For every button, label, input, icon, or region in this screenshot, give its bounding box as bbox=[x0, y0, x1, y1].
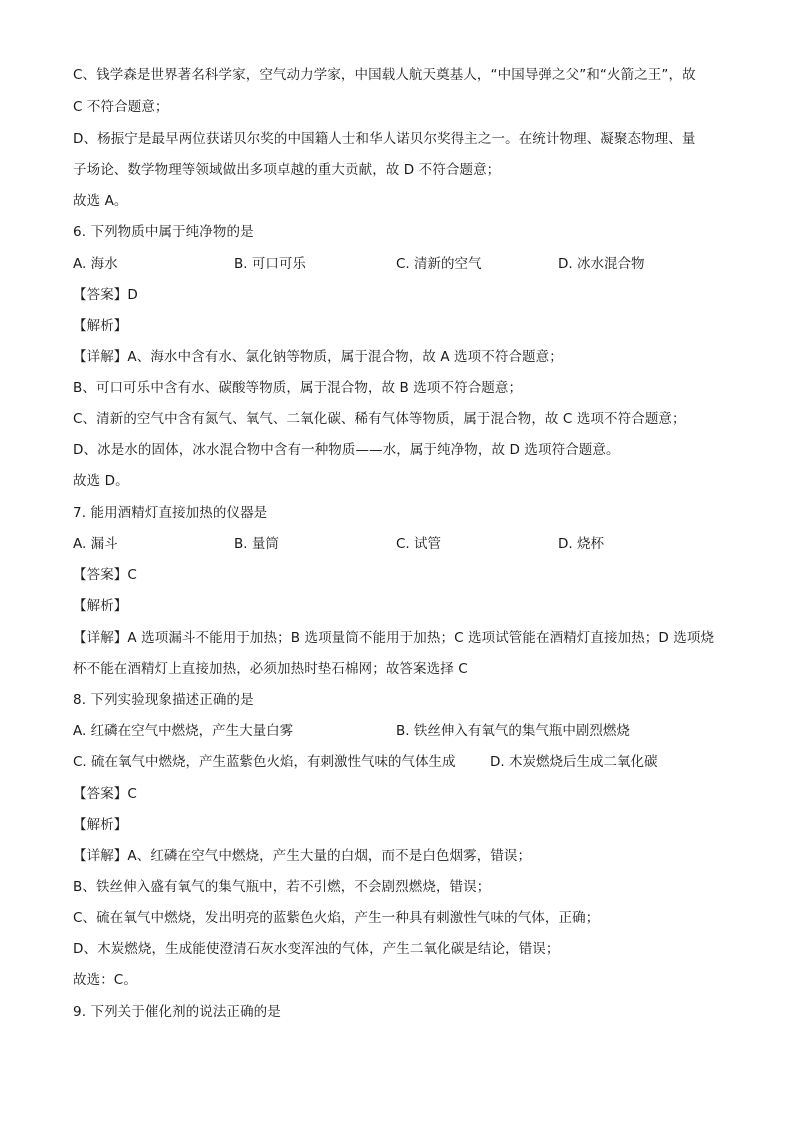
q7-detail-line1: 【详解】A 选项漏斗不能用于加热；B 选项量筒不能用于加热；C 选项试管能在酒精灯直接加热；D 选项烧 bbox=[73, 630, 715, 646]
q7-analysis-heading: 【解析】 bbox=[73, 598, 128, 614]
q7-stem: 7. 能用酒精灯直接加热的仪器是 bbox=[73, 505, 268, 521]
q8-stem: 8. 下列实验现象描述正确的是 bbox=[73, 692, 254, 708]
q6-detail-b: B、可口可乐中含有水、碳酸等物质，属于混合物，故 B 选项不符合题意； bbox=[73, 380, 523, 396]
q5-option-d-explanation-line2: 子场论、数学物理等领域做出多项卓越的重大贡献，故 D 不符合题意； bbox=[73, 162, 501, 178]
q7-option-a: A. 漏斗 bbox=[73, 536, 118, 552]
q5-option-c-explanation-line2: C 不符合题意； bbox=[73, 99, 169, 115]
q6-option-b: B. 可口可乐 bbox=[234, 256, 306, 272]
q5-option-c-explanation-line1: C、钱学森是世界著名科学家，空气动力学家，中国载人航天奠基人，“中国导弹之父”和“火箭之王”，故 bbox=[73, 67, 696, 83]
q6-option-d: D. 冰水混合物 bbox=[558, 256, 645, 272]
q6-conclusion: 故选 D。 bbox=[73, 473, 129, 489]
q8-analysis-heading: 【解析】 bbox=[73, 817, 128, 833]
q7-detail-line2: 杯不能在酒精灯上直接加热，必须加热时垫石棉网；故答案选择 C bbox=[73, 661, 468, 677]
q5-conclusion: 故选 A。 bbox=[73, 193, 128, 209]
q8-option-a: A. 红磷在空气中燃烧，产生大量白雾 bbox=[73, 723, 294, 739]
q8-option-d: D. 木炭燃烧后生成二氧化碳 bbox=[490, 754, 658, 770]
q6-answer: 【答案】D bbox=[73, 287, 138, 303]
q7-option-b: B. 量筒 bbox=[234, 536, 279, 552]
q8-answer: 【答案】C bbox=[73, 786, 137, 802]
q8-detail-c: C、硫在氧气中燃烧，发出明亮的蓝紫色火焰，产生一种具有刺激性气味的气体，正确； bbox=[73, 910, 600, 926]
q8-option-b: B. 铁丝伸入有氧气的集气瓶中剧烈燃烧 bbox=[396, 723, 630, 739]
q7-answer: 【答案】C bbox=[73, 567, 137, 583]
q6-stem: 6. 下列物质中属于纯净物的是 bbox=[73, 224, 254, 240]
q6-option-c: C. 清新的空气 bbox=[396, 256, 482, 272]
q5-option-d-explanation-line1: D、杨振宁是最早两位获诺贝尔奖的中国籍人士和华人诺贝尔奖得主之一。在统计物理、凝聚态物理、量 bbox=[73, 131, 696, 147]
q8-option-c: C. 硫在氧气中燃烧，产生蓝紫色火焰，有刺激性气味的气体生成 bbox=[73, 754, 456, 770]
q7-option-c: C. 试管 bbox=[396, 536, 442, 552]
q6-option-a: A. 海水 bbox=[73, 256, 118, 272]
q8-detail-d: D、木炭燃烧，生成能使澄清石灰水变浑浊的气体，产生二氧化碳是结论，错误； bbox=[73, 941, 560, 957]
q6-detail-a: 【详解】A、海水中含有水、氯化钠等物质，属于混合物，故 A 选项不符合题意； bbox=[73, 349, 563, 365]
q6-analysis-heading: 【解析】 bbox=[73, 318, 128, 334]
q9-stem: 9. 下列关于催化剂的说法正确的是 bbox=[73, 1004, 281, 1020]
q8-detail-a: 【详解】A、红磷在空气中燃烧，产生大量的白烟，而不是白色烟雾，错误； bbox=[73, 848, 532, 864]
q7-option-d: D. 烧杯 bbox=[558, 536, 604, 552]
q6-detail-d: D、冰是水的固体，冰水混合物中含有一种物质——水，属于纯净物，故 D 选项符合题意。 bbox=[73, 442, 620, 458]
q8-detail-b: B、铁丝伸入盛有氧气的集气瓶中，若不引燃，不会剧烈燃烧，错误； bbox=[73, 879, 491, 895]
q8-conclusion: 故选：C。 bbox=[73, 972, 137, 988]
q6-detail-c: C、清新的空气中含有氮气、氧气、二氧化碳、稀有气体等物质，属于混合物，故 C 选项不符合题意； bbox=[73, 411, 686, 427]
